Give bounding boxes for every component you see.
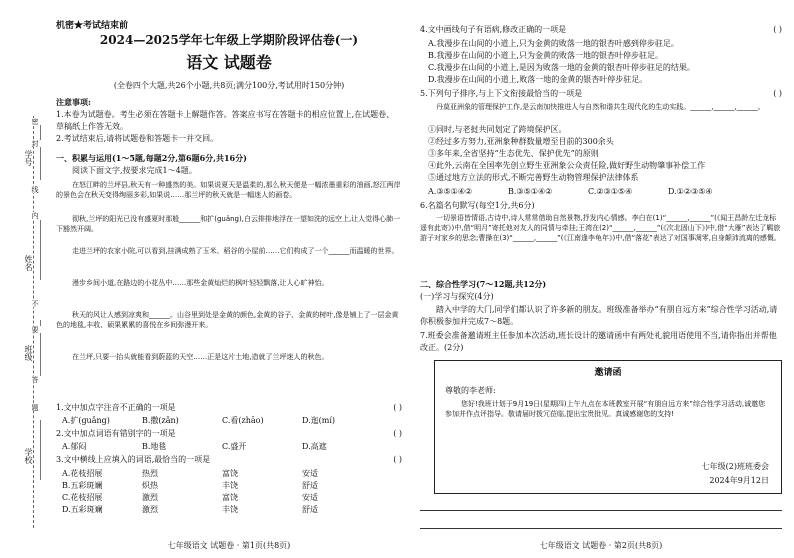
- question-4: [420, 24, 782, 36]
- margin-label-student-id: 学号: [24, 150, 33, 166]
- question-2: [56, 428, 402, 440]
- passage-para-2: 彻秋,兰坪的阳光已没有盛夏时那般______和扩(guǎng),白云排排地浮在一望如洗的远空上,让人觉得心肺一下豁然开阔。: [56, 215, 401, 233]
- question-6-text: 一切景语皆情语,古诗中,诗人常常借助自然景物,抒发内心情感。李白在(1)“______,______”(《闻王昌龄左迁龙标遥有此寄》)中,借“明月”寄托他对友人的同情与牵挂;王湾在(2)“______,______”(《次北固山下》)中,借“大雁”表达了羁旅游子对家乡的思念;曹操在(3)“______,______”(《江南逢李龟年》)中,借“落花”表达了对国事凋零,自身颠沛流离的感慨。: [420, 214, 781, 242]
- passage-para-4: 漫步乡间小道,在路边的小花丛中……那些金黄灿烂的枫叶轻轻飘落,让人心旷神怡。: [72, 279, 329, 287]
- option-c: C.盛开: [222, 442, 247, 451]
- option-a: A.③⑤①④②: [428, 187, 473, 196]
- option-c: C.看(zhāo): [222, 416, 264, 425]
- question-5-options: [428, 186, 782, 198]
- invitation-body: 您好!我班计划于9月19日(星期四)上午九点在本班教室开展“有朋自远方来”综合性学习活动,诚邀您参加并作点评指导。敬请届时拨冗莅临,提出宝贵批见。真诚感谢您的支持!: [445, 400, 766, 418]
- answer-blank: [40, 120, 41, 180]
- invitation-date: 2024年9月12日: [709, 476, 769, 485]
- passage-para-1: 在怒江畔的兰坪县,秋天有一种盛然的美。如果说夏天是温柔的,那么秋天便是一幅浓墨重彩的油画,怒江两岸的景色会在秋天变得绚丽多彩,如果说……那兰坪的秋天就是一幅迷人的画卷。: [56, 181, 401, 199]
- invitation-title: 邀请函: [594, 368, 622, 378]
- sentence-item: ②经过多方努力,亚洲象种群数量增至目前的300余头: [428, 137, 614, 146]
- option-d: D.①②③⑤④: [668, 187, 713, 196]
- note-2: 2.考试结束后,请将试题卷和答题卡一并交回。: [56, 134, 219, 143]
- answer-bracket: ( ): [393, 455, 402, 464]
- option-a: A.我漫步在山间的小道上,只为金黄的败落一地的银杏叶感到停步驻足。: [428, 39, 679, 48]
- seal-character: 题: [31, 404, 39, 411]
- option-a: A.扩(guǎng): [62, 416, 110, 425]
- question-7: 7.班委会准备邀请班主任参加本次活动,班长设计的邀请函中有两处礼貌用语使用不当,请你指出并帮他改正。(2分): [420, 331, 777, 352]
- question-3-options: [62, 468, 402, 516]
- answer-blank: [40, 420, 41, 480]
- question-3: [56, 454, 402, 466]
- sentence-item: ①同时,与老挝共同划定了跨境保护区。: [428, 125, 567, 134]
- subject-title: 语文 试题卷: [186, 53, 272, 72]
- seal-character: 答: [31, 376, 39, 383]
- seal-character: 封: [31, 140, 39, 147]
- note-1: 1.本卷为试题卷。考生必须在答题卡上解题作答。答案应书写在答题卡的相应位置上,在试题卷、草稿纸上作答无效。: [56, 110, 395, 131]
- section-2-heading: 二、综合性学习(7～12题,共12分): [420, 279, 547, 289]
- seal-character: 密: [31, 118, 39, 125]
- answer-bracket: ( ): [393, 429, 402, 438]
- passage-para-3: 走进兰坪的农家小院,可以看到,挂满成熟了玉米、稻谷的小屋前……它们构成了一个______而温暖的世界。: [72, 247, 399, 255]
- option-b: B.地毯: [142, 442, 167, 451]
- question-6: 6.名篇名句默写(每空1分,共6分): [420, 201, 535, 210]
- question-3-text: 3.文中横线上应填入的词语,最恰当的一项是: [56, 455, 211, 464]
- question-2-text: 2.文中加点词语有错别字的一项是: [56, 429, 176, 438]
- page-2-footer: 七年级语文 试题卷 · 第2页(共8页): [539, 541, 663, 550]
- option-d: D.高遮: [302, 442, 327, 451]
- option-d: D.迤(mí): [302, 416, 336, 425]
- margin-label-name: 姓名: [24, 255, 33, 271]
- option-b: B.撒(zǎn): [142, 416, 179, 425]
- seal-character: 内: [31, 212, 39, 219]
- subsection-heading: (一)学习与探究(4分): [420, 292, 494, 301]
- option-row: C.花枝招展 激烈 富饶 安适: [62, 493, 318, 502]
- passage-para-5: 秋天的风让人感到凉爽和______。山谷里到处是金黄的颜色,金黄的谷子、金黄的树叶,像是铺上了一层金黄色的地毯,丰收、硕果累累的喜悦在乡间弥漫开来。: [56, 311, 399, 329]
- question-2-options: [62, 441, 402, 453]
- page-1-footer: 七年级语文 试题卷 · 第1页(共8页): [167, 541, 291, 550]
- seal-character: 不: [31, 300, 39, 307]
- sentence-item: ④此外,云南在全国率先创立野生亚洲象公众责任险,做好野生动物肇事补偿工作: [428, 161, 706, 170]
- invitation-greeting: 尊敬的李老师:: [445, 386, 496, 395]
- invitation-signature: 七年级(2)班班委会: [701, 462, 769, 471]
- sentence-item: ③多年来,全省坚持“生态优先、保护优先”的原则: [428, 149, 599, 158]
- option-row: A.花枝招展 热烈 富饶 安适: [62, 469, 318, 478]
- option-a: A.郁闷: [62, 442, 87, 451]
- option-c: C.②③①⑤④: [588, 187, 633, 196]
- option-b: B.我漫步在山间的小道上,只为金黄的败落一地的银杏叶停步驻足。: [428, 51, 663, 60]
- exam-title: 2024—2025学年七年级上学期阶段评估卷(一): [99, 33, 359, 47]
- question-5-items: [428, 124, 782, 184]
- margin-label-school: 学校: [24, 448, 33, 464]
- answer-line: [420, 528, 782, 529]
- answer-blank: [40, 220, 41, 280]
- option-b: B.③⑤①④②: [508, 187, 553, 196]
- question-1: [56, 402, 402, 414]
- question-1-text: 1.文中加点字注音不正确的一项是: [56, 403, 176, 412]
- activity-context: 踏入中学的大门,同学们都认识了许多新的朋友。班级准备举办“有朋自远方来”综合性学习活动,请你积极参加并完成7～8题。: [420, 305, 778, 326]
- answer-bracket: ( ): [393, 403, 402, 412]
- notes-heading: 注意事项:: [56, 97, 91, 107]
- seal-character: 线: [31, 186, 39, 193]
- question-5-text: 5.下列句子排序,与上下文衔接最恰当的一项是: [420, 89, 583, 98]
- exam-page-2: [420, 0, 782, 558]
- secret-mark: 机密★考试结束前: [56, 21, 129, 31]
- exam-page-1: [56, 0, 402, 558]
- question-4-text: 4.文中画线句子有语病,修改正确的一项是: [420, 25, 567, 34]
- margin-label-class: 班级: [24, 345, 33, 361]
- option-c: C.我漫步在山间的小道上,是因为败落一地的金黄的银杏叶停步驻足的结果。: [428, 63, 695, 72]
- seal-character: 要: [31, 326, 39, 333]
- option-row: D.五彩斑斓 激烈 丰饶 舒适: [62, 505, 318, 514]
- option-d: D.我漫步在山间的小道上,败落一地的金黄的银杏叶停步驻足。: [428, 75, 648, 84]
- exam-info: (全卷四个大题,共26个小题,共8页;满分100分,考试用时150分钟): [113, 81, 345, 90]
- option-row: B.五彩斑斓 炽热 丰饶 舒适: [62, 481, 318, 490]
- seal-line: [33, 116, 34, 528]
- reading-instruction: 阅读下面文字,按要求完成1～4题。: [72, 166, 197, 175]
- binding-margin: [0, 0, 56, 558]
- section-1-heading: 一、积累与运用(1～5题,每题2分,第6题6分,共16分): [56, 153, 247, 163]
- answer-bracket: ( ): [773, 89, 782, 98]
- question-1-options: [62, 415, 402, 427]
- invitation-box: [434, 360, 782, 494]
- question-5: [420, 88, 782, 100]
- question-4-options: [428, 38, 782, 86]
- question-5-passage: 丹莫亚洲象的管理保护工作,是云南加快推进人与自然和谐共生现代化的生动实践。______,______,______。: [436, 103, 765, 111]
- passage-para-6: 在兰坪,只要一抬头就能看到蔚蓝的天空……正是这片土地,造就了兰坪迷人的秋色。: [72, 353, 329, 361]
- sentence-item: ⑤通过地方立法的形式,不断完善野生动物管理保护法律体系: [428, 173, 639, 182]
- answer-bracket: ( ): [773, 25, 782, 34]
- answer-line: [420, 510, 782, 511]
